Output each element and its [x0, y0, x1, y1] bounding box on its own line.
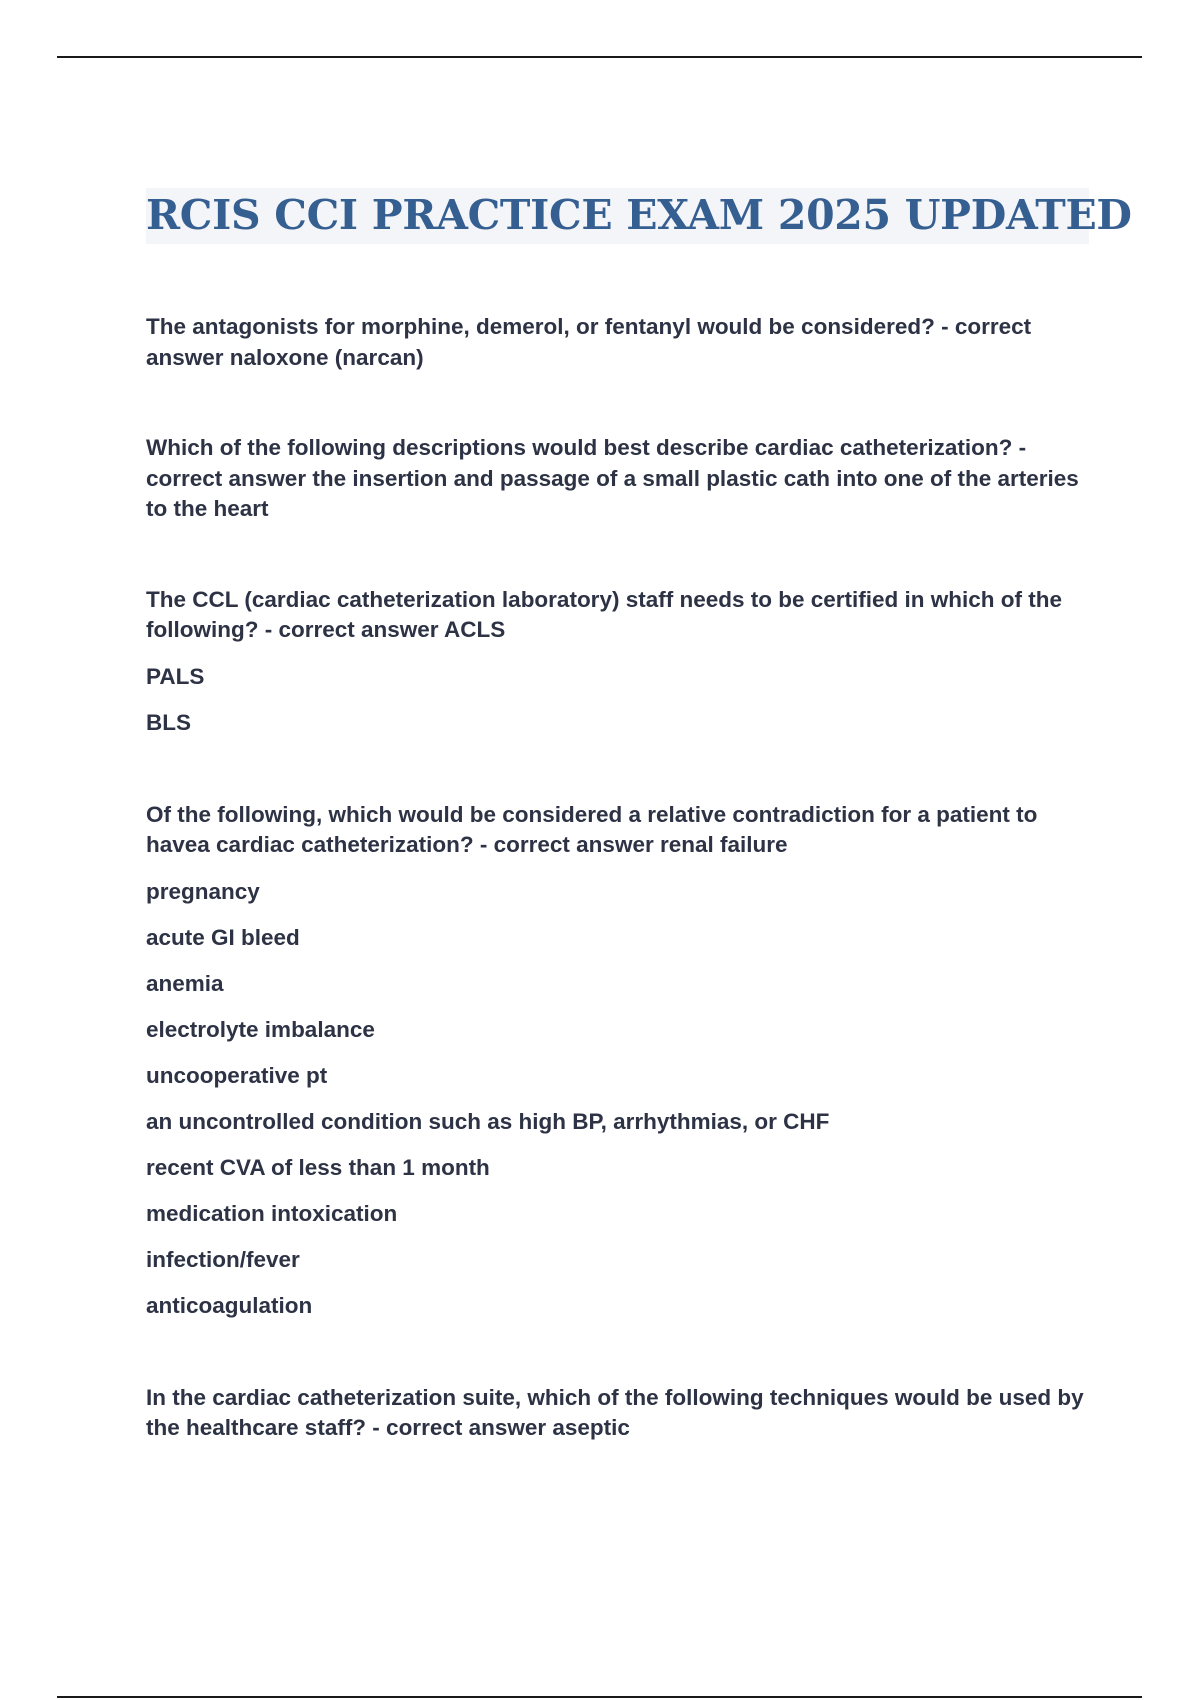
- answer-option: uncooperative pt: [146, 1062, 328, 1088]
- answer-option: infection/fever: [146, 1246, 300, 1272]
- question-block: [146, 1383, 1091, 1444]
- question-block: [146, 585, 1091, 738]
- page-title: RCIS CCI PRACTICE EXAM 2025 UPDATED: [146, 191, 1132, 239]
- answer-option: BLS: [146, 709, 191, 735]
- question-text: The antagonists for morphine, demerol, or fentanyl would be considered? - correct answer naloxone (narcan): [146, 314, 1032, 370]
- document-body: [146, 312, 1091, 1444]
- question-text: The CCL (cardiac catheterization laboratory) staff needs to be certified in which of the following? - correct answer ACLS: [146, 586, 1062, 642]
- question-text: Of the following, which would be considered a relative contradiction for a patient to havea cardiac catheterization? - correct answer renal failure: [146, 801, 1038, 857]
- question-block: [146, 433, 1091, 525]
- answer-option: acute GI bleed: [146, 924, 300, 950]
- answer-option: pregnancy: [146, 878, 260, 904]
- question-block: [146, 800, 1091, 1321]
- question-block: [146, 312, 1091, 373]
- answer-option: anticoagulation: [146, 1292, 313, 1318]
- answer-option: anemia: [146, 970, 224, 996]
- answer-option: medication intoxication: [146, 1200, 398, 1226]
- answer-option: an uncontrolled condition such as high BP, arrhythmias, or CHF: [146, 1108, 830, 1134]
- answer-option: electrolyte imbalance: [146, 1016, 375, 1042]
- top-rule: [57, 56, 1142, 58]
- question-text: In the cardiac catheterization suite, which of the following techniques would be used by the healthcare staff? - correct answer aseptic: [146, 1384, 1084, 1440]
- answer-option: PALS: [146, 663, 205, 689]
- answer-option: recent CVA of less than 1 month: [146, 1154, 490, 1180]
- bottom-rule: [57, 1696, 1142, 1698]
- question-text: Which of the following descriptions would best describe cardiac catheterization? - correct answer the insertion and passage of a small plastic cath into one of the arteries to the heart: [146, 435, 1079, 521]
